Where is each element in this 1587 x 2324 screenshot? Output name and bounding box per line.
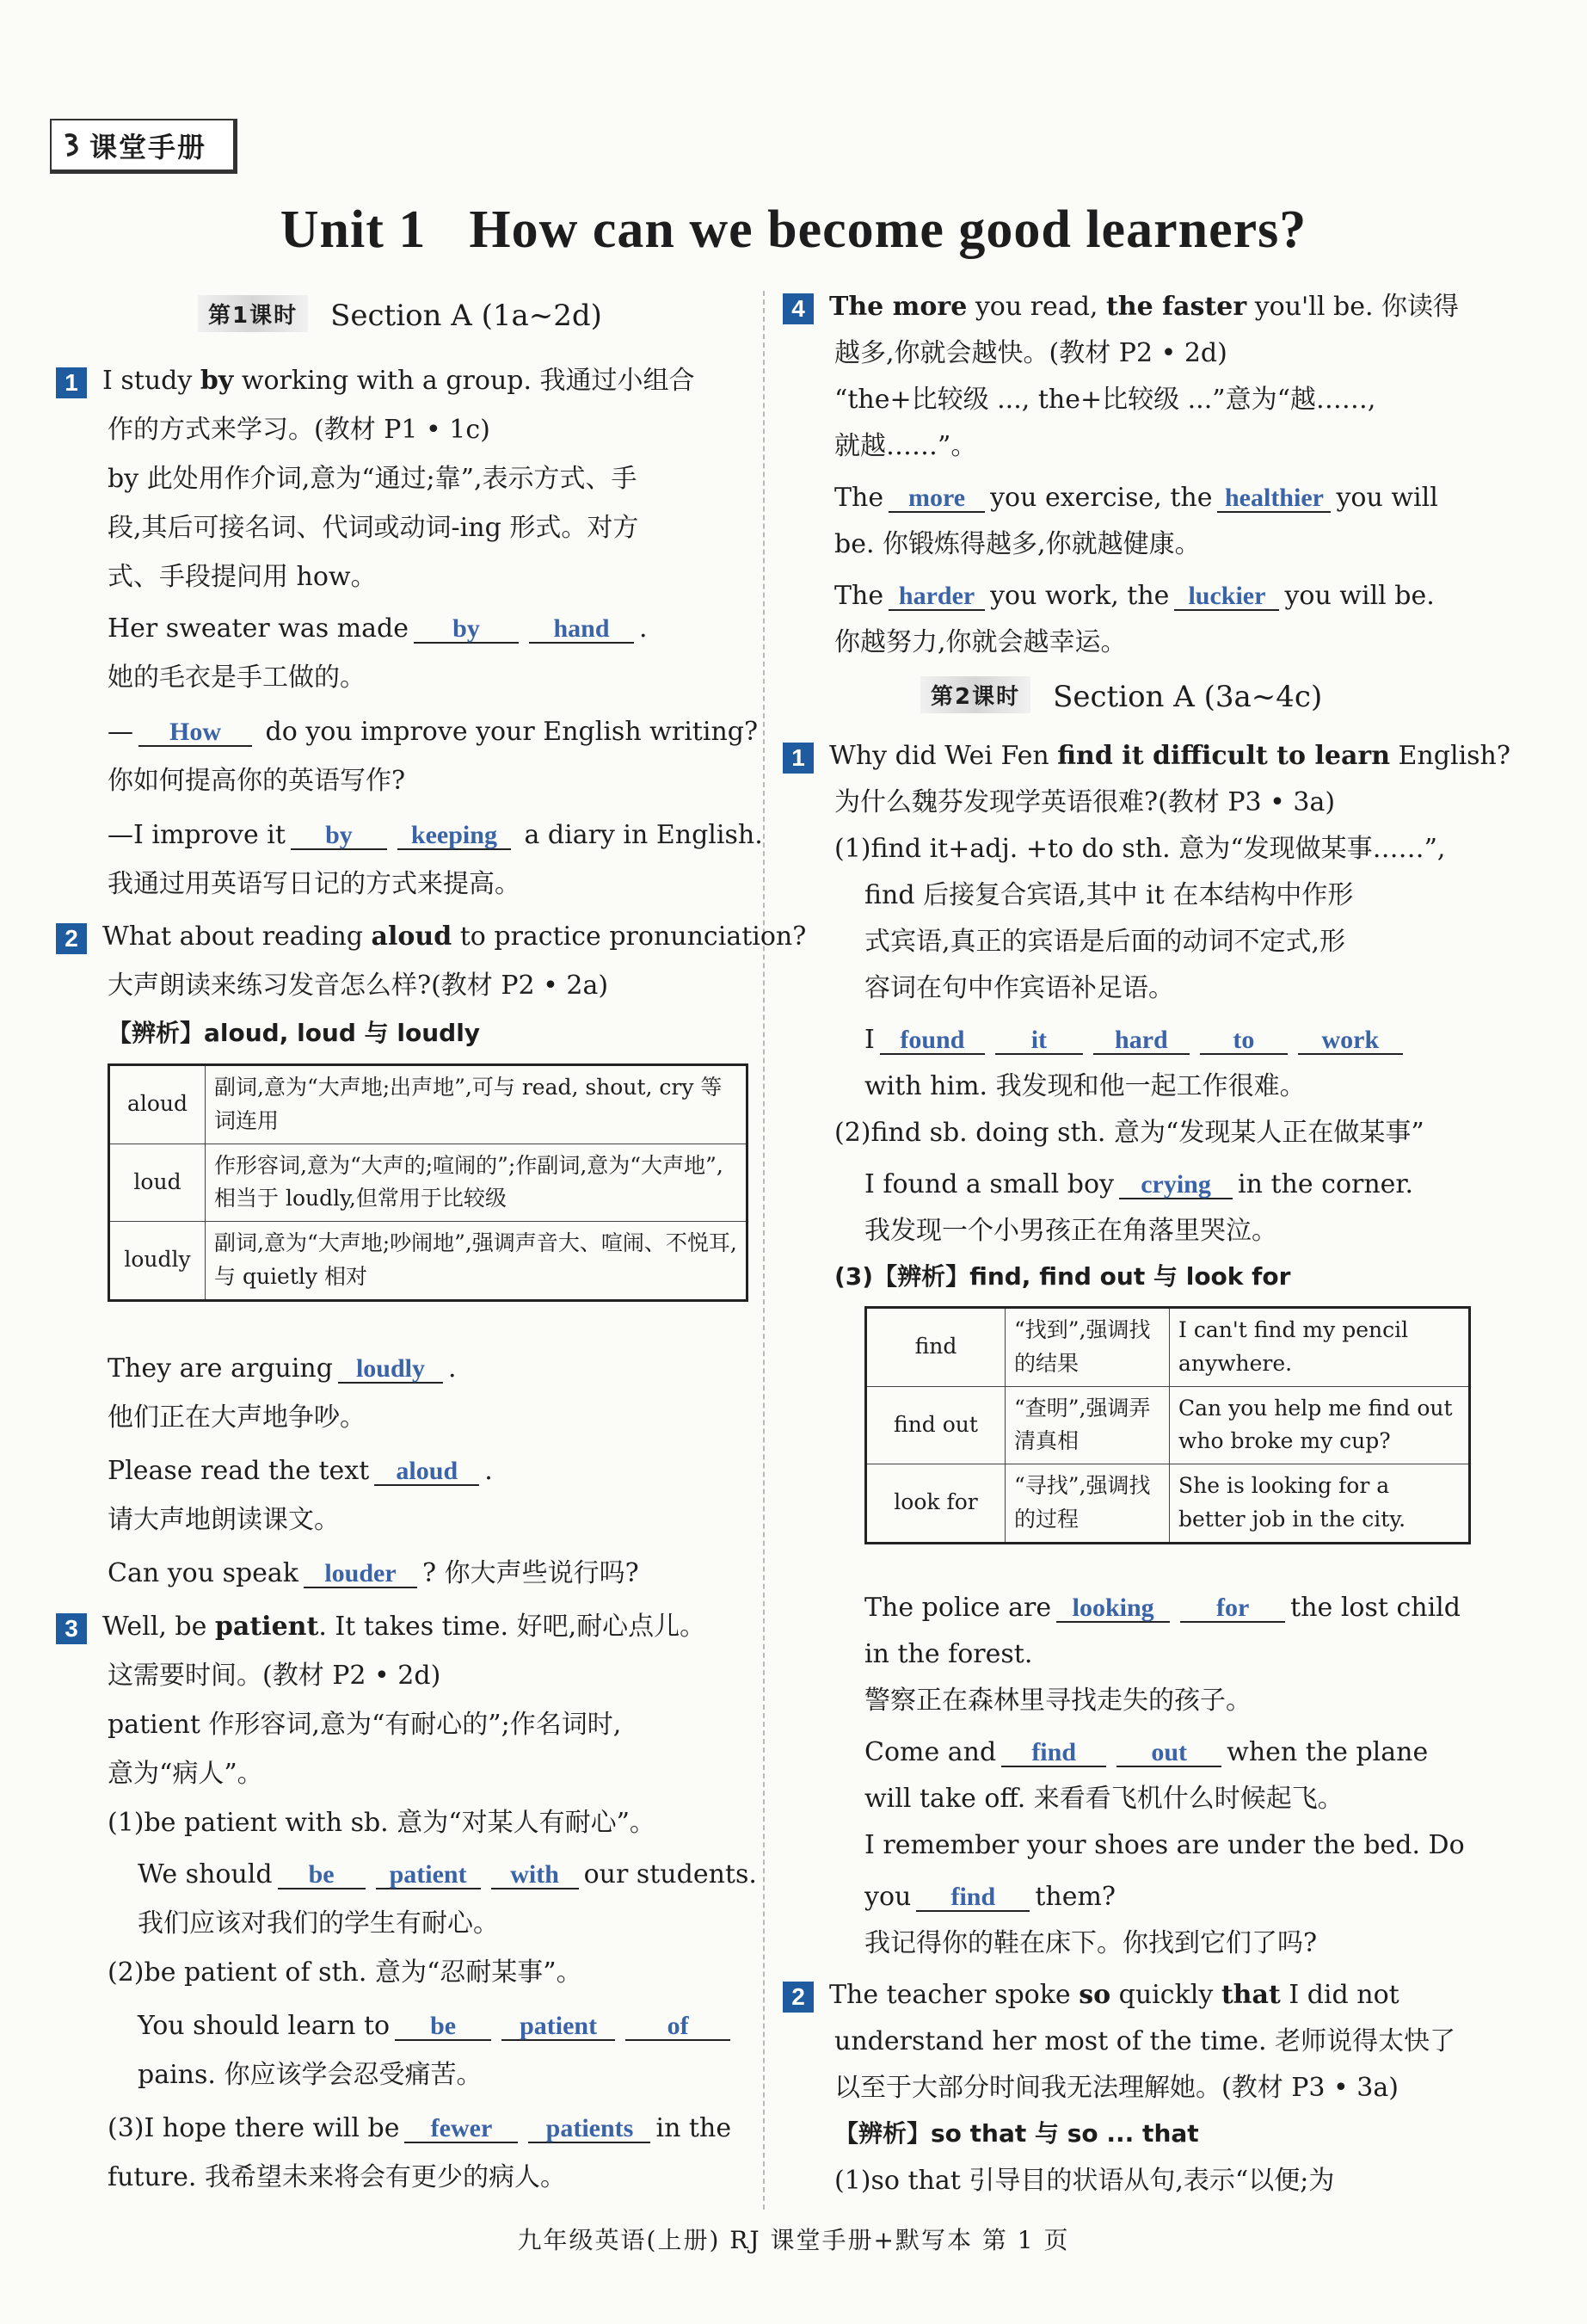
item-2-line-1: 2 What about reading aloud to practice pronunciation? <box>56 921 806 954</box>
answer-blank: patient <box>376 1862 481 1889</box>
example-patient-with: We should be patient with our students. <box>138 1859 757 1889</box>
handbook-badge <box>50 119 237 174</box>
item-4-line-4: 就越……”。 <box>834 431 977 461</box>
table-row: loud 作形容词,意为“大声的;喧闹的”;作副词,意为“大声地”,相当于 loudly,但常用于比较级 <box>109 1144 747 1222</box>
example-patient-of-cn: pains. 你应该学会忍受痛苦。 <box>138 2060 483 2090</box>
find-findout-lookfor-table <box>864 1306 1471 1544</box>
lesson-2-heading <box>920 676 1322 714</box>
item-number: 3 <box>56 1613 87 1644</box>
patient-point-2: (2)be patient of sth. 意为“忍耐某事”。 <box>108 1957 582 1988</box>
answer-blank: be <box>395 2013 491 2041</box>
item-2-line-2: 大声朗读来练习发音怎么样?(教材 P2 • 2a) <box>108 971 609 1001</box>
find-point-2: (2)find sb. doing sth. 意为“发现某人正在做某事” <box>834 1118 1424 1148</box>
answer-blank: by <box>291 823 387 850</box>
lesson-1-section: Section A (1a~2d) <box>330 299 602 333</box>
answer-blank: by <box>414 616 519 644</box>
answer-blank: looking <box>1056 1595 1170 1623</box>
answer-blank: out <box>1116 1740 1221 1767</box>
item-1-line-4: 段,其后可接名词、代词或动词-ing 形式。对方 <box>108 513 639 543</box>
item-3-line-4: 意为“病人”。 <box>108 1759 263 1789</box>
answer-blank: work <box>1298 1027 1403 1055</box>
example-louder: Can you speak louder ? 你大声些说行吗? <box>108 1558 639 1588</box>
item-4-line-1: 4 The more you read, the faster you'll be. 你读得 <box>783 291 1459 324</box>
item-3-line-2: 这需要时间。(教材 P2 • 2d) <box>108 1661 441 1691</box>
find-point-1b: find 后接复合宾语,其中 it 在本结构中作形 <box>864 880 1354 910</box>
answer-blank: found <box>880 1027 985 1055</box>
answer-blank: for <box>1180 1595 1285 1623</box>
answer-blank: it <box>995 1027 1083 1055</box>
answer-blank: crying <box>1119 1172 1233 1199</box>
example-loudly: They are arguing loudly . <box>108 1353 457 1384</box>
patient-point-3: (3)I hope there will be fewer patients in the <box>108 2113 732 2143</box>
item-j1-line-1: 1 Why did Wei Fen find it difficult to learn English? <box>783 740 1510 774</box>
answer-blank: patients <box>528 2116 650 2143</box>
answer-blank: of <box>625 2013 730 2041</box>
example-patient-with-cn: 我们应该对我们的学生有耐心。 <box>138 1908 499 1939</box>
item-number: 1 <box>783 743 814 774</box>
answer-blank: healthier <box>1217 485 1331 513</box>
example-loudly-cn: 他们正在大声地争吵。 <box>108 1402 366 1433</box>
answer-blank: find <box>916 1884 1030 1912</box>
item-number: 4 <box>783 293 814 324</box>
example-shoes-cn: 我记得你的鞋在床下。你找到它们了吗? <box>864 1928 1318 1958</box>
so-that-analysis-heading: 【辨析】so that 与 so ... that <box>834 2119 1199 2148</box>
example-looking-for: The police are looking for the lost child <box>864 1593 1461 1623</box>
example-sweater-cn: 她的毛衣是手工做的。 <box>108 663 366 693</box>
example-find-out-cn: will take off. 来看看飞机什么时候起飞。 <box>864 1784 1344 1814</box>
item-j1-line-2: 为什么魏芬发现学英语很难?(教材 P3 • 3a) <box>834 787 1336 817</box>
example-find-out: Come and find out when the plane <box>864 1737 1429 1767</box>
aloud-loud-loudly-table <box>108 1063 748 1302</box>
answer-blank: How <box>138 719 252 747</box>
column-divider <box>763 291 765 2210</box>
answer-blank: hard <box>1093 1027 1190 1055</box>
table-row: find out “查明”,强调弄清真相 Can you help me find out who broke my cup? <box>866 1386 1470 1464</box>
answer-blank: aloud <box>374 1458 479 1486</box>
item-4-line-3: “the+比较级 ..., the+比较级 ...”意为“越……, <box>834 385 1376 415</box>
answer-blank: louder <box>304 1561 417 1588</box>
example-shoes-l1: I remember your shoes are under the bed. Do <box>864 1830 1465 1860</box>
aloud-analysis-heading: 【辨析】aloud, loud 与 loudly <box>108 1019 481 1047</box>
answer-blank: luckier <box>1174 583 1279 611</box>
item-3-line-1: 3 Well, be patient. It takes time. 好吧,耐心点儿。 <box>56 1611 705 1644</box>
so-that-point-1: (1)so that 引导目的状语从句,表示“以便;为 <box>834 2166 1335 2196</box>
table-row: find “找到”,强调找的结果 I can't find my pencil anywhere. <box>866 1308 1470 1387</box>
unit-question: How can we become good learners? <box>469 200 1307 259</box>
example-how: — How do you improve your English writing? <box>108 717 759 747</box>
find-point-1: (1)find it+adj. +to do sth. 意为“发现做某事……”, <box>834 834 1446 864</box>
example-healthier: The more you exercise, the healthier you will <box>834 483 1438 513</box>
item-3-line-3: patient 作形容词,意为“有耐心的”;作名词时, <box>108 1710 622 1740</box>
lesson-2-section: Section A (3a~4c) <box>1053 680 1323 714</box>
example-aloud-cn: 请大声地朗读课文。 <box>108 1505 340 1535</box>
item-number: 1 <box>56 367 87 398</box>
item-1-line-3: by 此处用作介词,意为“通过;靠”,表示方式、手 <box>108 464 637 494</box>
answer-blank: with <box>491 1862 579 1889</box>
example-luckier: The harder you work, the luckier you will be. <box>834 581 1435 611</box>
example-looking-for-cn: 警察正在森林里寻找走失的孩子。 <box>864 1686 1252 1716</box>
find-point-1c: 式宾语,真正的宾语是后面的动词不定式,形 <box>864 927 1346 957</box>
table-row: aloud 副词,意为“大声地;出声地”,可与 read, shout, cry 等词连用 <box>109 1065 747 1144</box>
table-row: look for “寻找”,强调找的过程 She is looking for a better job in the city. <box>866 1464 1470 1544</box>
answer-blank: hand <box>529 616 634 644</box>
example-crying: I found a small boy crying in the corner. <box>864 1169 1414 1199</box>
item-j2-line-1: 2 The teacher spoke so quickly that I did not <box>783 1979 1399 2013</box>
example-found-it-hard-cn: with him. 我发现和他一起工作很难。 <box>864 1071 1306 1101</box>
example-crying-cn: 我发现一个小男孩正在角落里哭泣。 <box>864 1216 1277 1246</box>
example-how-cn: 你如何提高你的英语写作? <box>108 766 406 796</box>
item-1-line-1: 1 I study by working with a group. 我通过小组合 <box>56 365 695 398</box>
badge-label: 课堂手册 <box>89 130 207 163</box>
example-shoes-l2: you find them? <box>864 1882 1116 1912</box>
answer-blank: find <box>1001 1740 1106 1767</box>
find-point-1d: 容词在句中作宾语补足语。 <box>864 973 1174 1003</box>
answer-blank: harder <box>889 583 985 611</box>
answer-blank: keeping <box>397 823 511 850</box>
unit-title <box>0 200 1587 261</box>
patient-point-3-cn: future. 我希望未来将会有更少的病人。 <box>108 2162 566 2192</box>
item-1-line-2: 作的方式来学习。(教材 P1 • 1c) <box>108 415 490 445</box>
answer-blank: more <box>889 485 985 513</box>
item-j2-line-3: 以至于大部分时间我无法理解她。(教材 P3 • 3a) <box>834 2073 1399 2103</box>
example-aloud: Please read the text aloud . <box>108 1456 493 1486</box>
answer-blank: be <box>278 1862 366 1889</box>
item-j2-line-2: understand her most of the time. 老师说得太快了 <box>834 2026 1456 2056</box>
lesson-1-heading <box>198 295 602 333</box>
item-number: 2 <box>783 1982 814 2013</box>
table-row: loudly 副词,意为“大声地;吵闹地”,强调声音大、喧闹、不悦耳,与 quietly 相对 <box>109 1222 747 1301</box>
answer-blank: loudly <box>338 1356 443 1384</box>
item-number: 2 <box>56 923 87 954</box>
unit-number: Unit 1 <box>280 200 427 259</box>
answer-blank: patient <box>501 2013 615 2041</box>
patient-point-1: (1)be patient with sb. 意为“对某人有耐心”。 <box>108 1808 655 1838</box>
curl-icon <box>62 131 83 160</box>
answer-blank: to <box>1200 1027 1288 1055</box>
example-healthier-cn: be. 你锻炼得越多,你就越健康。 <box>834 529 1201 559</box>
page-footer: 九年级英语(上册) RJ 课堂手册+默写本 第 1 页 <box>517 2226 1070 2254</box>
lesson-1-tag: 第1课时 <box>198 295 308 332</box>
example-luckier-cn: 你越努力,你就会越幸运。 <box>834 627 1127 657</box>
example-looking-for-l2: in the forest. <box>864 1639 1033 1669</box>
lesson-2-tag: 第2课时 <box>920 676 1030 713</box>
example-sweater: Her sweater was made by hand . <box>108 613 648 644</box>
example-improve-cn: 我通过用英语写日记的方式来提高。 <box>108 869 520 899</box>
example-improve: —I improve it by keeping a diary in English. <box>108 820 763 850</box>
example-patient-of: You should learn to be patient of <box>56 2010 735 2043</box>
find-analysis-heading: (3)【辨析】find, find out 与 look for <box>834 1262 1291 1291</box>
item-4-line-2: 越多,你就会越快。(教材 P2 • 2d) <box>834 338 1227 368</box>
answer-blank: fewer <box>404 2116 518 2143</box>
item-1-line-5: 式、手段提问用 how。 <box>108 562 377 592</box>
example-found-it-hard: I found it hard to work <box>783 1024 1408 1057</box>
